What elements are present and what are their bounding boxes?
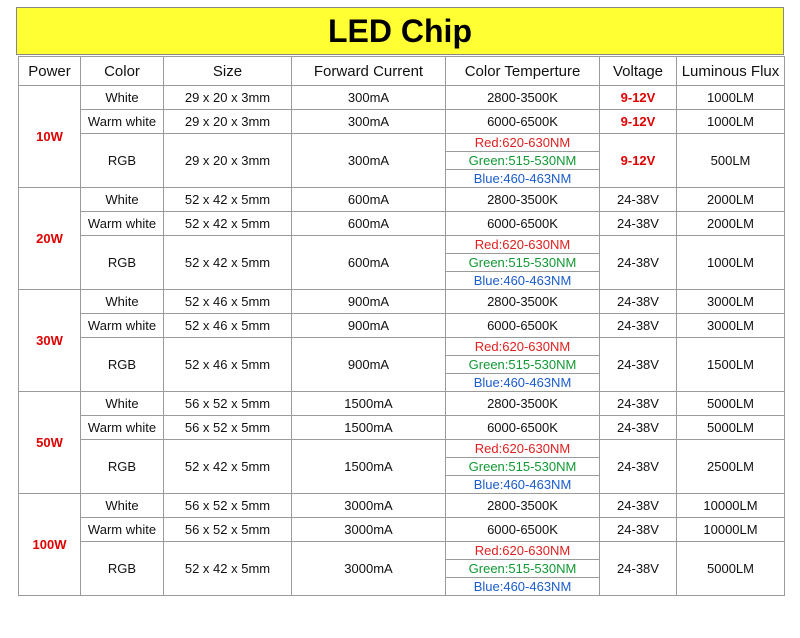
color-cell: RGB [81, 338, 164, 392]
power-cell: 30W [19, 290, 81, 392]
current-cell: 3000mA [292, 542, 446, 596]
green-wavelength-cell: Green:515-530NM [446, 254, 600, 272]
color-cell: Warm white [81, 212, 164, 236]
green-wavelength-cell: Green:515-530NM [446, 356, 600, 374]
header-color: Color [81, 57, 164, 86]
voltage-cell: 24-38V [600, 440, 677, 494]
voltage-cell: 9-12V [600, 86, 677, 110]
temperature-cell: 2800-3500K [446, 494, 600, 518]
power-cell: 20W [19, 188, 81, 290]
flux-cell: 3000LM [677, 290, 785, 314]
size-cell: 52 x 42 x 5mm [164, 440, 292, 494]
current-cell: 900mA [292, 338, 446, 392]
size-cell: 52 x 42 x 5mm [164, 542, 292, 596]
table-row [19, 314, 785, 338]
table-row [19, 110, 785, 134]
temperature-cell: 2800-3500K [446, 188, 600, 212]
size-cell: 56 x 52 x 5mm [164, 518, 292, 542]
current-cell: 300mA [292, 134, 446, 188]
current-cell: 600mA [292, 236, 446, 290]
flux-cell: 1000LM [677, 86, 785, 110]
size-cell: 29 x 20 x 3mm [164, 86, 292, 110]
power-cell: 10W [19, 86, 81, 188]
voltage-cell: 24-38V [600, 188, 677, 212]
temperature-cell: 2800-3500K [446, 290, 600, 314]
voltage-cell: 24-38V [600, 290, 677, 314]
table-header-row [19, 57, 785, 86]
green-wavelength-cell: Green:515-530NM [446, 458, 600, 476]
size-cell: 52 x 46 x 5mm [164, 338, 292, 392]
color-cell: White [81, 290, 164, 314]
header-forward-current: Forward Current [292, 57, 446, 86]
table-row [19, 416, 785, 440]
flux-cell: 1000LM [677, 110, 785, 134]
size-cell: 56 x 52 x 5mm [164, 392, 292, 416]
current-cell: 3000mA [292, 518, 446, 542]
voltage-cell: 24-38V [600, 542, 677, 596]
green-wavelength-cell: Green:515-530NM [446, 152, 600, 170]
blue-wavelength-cell: Blue:460-463NM [446, 476, 600, 494]
size-cell: 29 x 20 x 3mm [164, 110, 292, 134]
flux-cell: 5000LM [677, 416, 785, 440]
current-cell: 3000mA [292, 494, 446, 518]
flux-cell: 5000LM [677, 542, 785, 596]
flux-cell: 2000LM [677, 212, 785, 236]
color-cell: RGB [81, 236, 164, 290]
flux-cell: 1500LM [677, 338, 785, 392]
temperature-cell: 6000-6500K [446, 212, 600, 236]
red-wavelength-cell: Red:620-630NM [446, 236, 600, 254]
red-wavelength-cell: Red:620-630NM [446, 338, 600, 356]
flux-cell: 1000LM [677, 236, 785, 290]
table-row [19, 134, 785, 152]
current-cell: 300mA [292, 86, 446, 110]
table-row [19, 236, 785, 254]
voltage-cell: 24-38V [600, 392, 677, 416]
table-row [19, 338, 785, 356]
temperature-cell: 6000-6500K [446, 314, 600, 338]
header-power: Power [19, 57, 81, 86]
color-cell: White [81, 392, 164, 416]
blue-wavelength-cell: Blue:460-463NM [446, 374, 600, 392]
color-cell: RGB [81, 134, 164, 188]
color-cell: White [81, 494, 164, 518]
flux-cell: 2500LM [677, 440, 785, 494]
current-cell: 600mA [292, 212, 446, 236]
header-color-temperature: Color Temperture [446, 57, 600, 86]
flux-cell: 2000LM [677, 188, 785, 212]
red-wavelength-cell: Red:620-630NM [446, 542, 600, 560]
header-luminous-flux: Luminous Flux [677, 57, 785, 86]
color-cell: RGB [81, 542, 164, 596]
color-cell: Warm white [81, 416, 164, 440]
voltage-cell: 24-38V [600, 338, 677, 392]
current-cell: 1500mA [292, 416, 446, 440]
header-size: Size [164, 57, 292, 86]
current-cell: 1500mA [292, 392, 446, 416]
size-cell: 52 x 46 x 5mm [164, 290, 292, 314]
temperature-cell: 2800-3500K [446, 86, 600, 110]
blue-wavelength-cell: Blue:460-463NM [446, 272, 600, 290]
page-title: LED Chip [16, 7, 784, 55]
current-cell: 1500mA [292, 440, 446, 494]
current-cell: 900mA [292, 290, 446, 314]
blue-wavelength-cell: Blue:460-463NM [446, 578, 600, 596]
color-cell: White [81, 86, 164, 110]
blue-wavelength-cell: Blue:460-463NM [446, 170, 600, 188]
flux-cell: 10000LM [677, 494, 785, 518]
table-row [19, 290, 785, 314]
red-wavelength-cell: Red:620-630NM [446, 134, 600, 152]
voltage-cell: 24-38V [600, 236, 677, 290]
size-cell: 52 x 42 x 5mm [164, 236, 292, 290]
size-cell: 52 x 42 x 5mm [164, 188, 292, 212]
power-cell: 100W [19, 494, 81, 596]
table-row [19, 542, 785, 560]
header-voltage: Voltage [600, 57, 677, 86]
red-wavelength-cell: Red:620-630NM [446, 440, 600, 458]
flux-cell: 3000LM [677, 314, 785, 338]
voltage-cell: 24-38V [600, 494, 677, 518]
size-cell: 29 x 20 x 3mm [164, 134, 292, 188]
voltage-cell: 24-38V [600, 314, 677, 338]
color-cell: RGB [81, 440, 164, 494]
spec-table [18, 56, 785, 596]
color-cell: Warm white [81, 518, 164, 542]
current-cell: 300mA [292, 110, 446, 134]
table-body [19, 86, 785, 596]
flux-cell: 5000LM [677, 392, 785, 416]
color-cell: White [81, 188, 164, 212]
size-cell: 56 x 52 x 5mm [164, 416, 292, 440]
table-row [19, 188, 785, 212]
temperature-cell: 6000-6500K [446, 110, 600, 134]
color-cell: Warm white [81, 110, 164, 134]
table-row [19, 392, 785, 416]
size-cell: 56 x 52 x 5mm [164, 494, 292, 518]
temperature-cell: 6000-6500K [446, 518, 600, 542]
voltage-cell: 24-38V [600, 416, 677, 440]
color-cell: Warm white [81, 314, 164, 338]
current-cell: 900mA [292, 314, 446, 338]
voltage-cell: 9-12V [600, 134, 677, 188]
current-cell: 600mA [292, 188, 446, 212]
flux-cell: 500LM [677, 134, 785, 188]
size-cell: 52 x 46 x 5mm [164, 314, 292, 338]
table-row [19, 440, 785, 458]
table-row [19, 86, 785, 110]
size-cell: 52 x 42 x 5mm [164, 212, 292, 236]
table-row [19, 494, 785, 518]
voltage-cell: 9-12V [600, 110, 677, 134]
power-cell: 50W [19, 392, 81, 494]
voltage-cell: 24-38V [600, 518, 677, 542]
green-wavelength-cell: Green:515-530NM [446, 560, 600, 578]
table-row [19, 212, 785, 236]
temperature-cell: 6000-6500K [446, 416, 600, 440]
table-row [19, 518, 785, 542]
flux-cell: 10000LM [677, 518, 785, 542]
temperature-cell: 2800-3500K [446, 392, 600, 416]
voltage-cell: 24-38V [600, 212, 677, 236]
